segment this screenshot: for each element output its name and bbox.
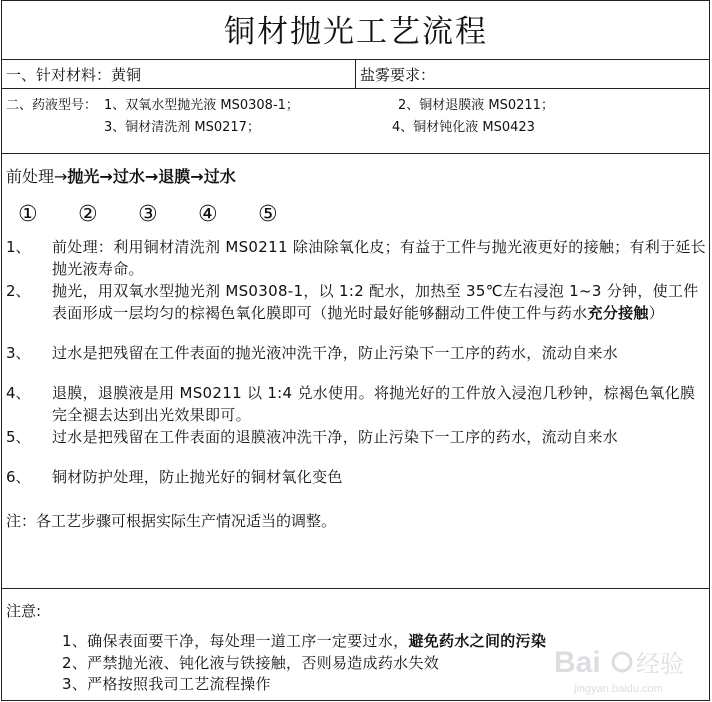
attention-label: 注意: [6, 602, 42, 620]
flow-step-2: 过水→ [112, 167, 159, 186]
step-text [52, 280, 706, 324]
rule-1-bold: 避免药水之间的污染 [408, 632, 547, 650]
step-number: 6、 [6, 468, 31, 486]
step-1 [6, 236, 706, 280]
step-4 [6, 382, 706, 426]
attention-rule-2: 2、严禁抛光液、钝化液与铁接触，否则易造成药水失效 [62, 654, 440, 672]
step-text: 过水是把残留在工件表面的退膜液冲洗干净，防止污染下一工序的药水，流动自来水 [52, 428, 619, 446]
step-number: 1、 [6, 238, 31, 256]
step-2 [6, 280, 706, 324]
step-5 [6, 426, 706, 448]
flow-step-4: 过水 [203, 167, 236, 186]
watermark-url: jingyan.baidu.com [574, 683, 663, 695]
step-text: 过水是把残留在工件表面的抛光液冲洗干净，防止污染下一工序的药水，流动自来水 [52, 344, 619, 362]
adjustment-note: 注：各工艺步骤可根据实际生产情况适当的调整。 [6, 512, 337, 530]
agent-4: 4、铜材钝化液 MS0423 [392, 120, 535, 135]
agent-2: 2、铜材退膜液 MS0211； [398, 98, 554, 113]
agent-3: 3、铜材清洗剂 MS0217； [104, 120, 260, 135]
circle-number-5: ⑤ [258, 202, 278, 227]
divider-agents [1, 153, 710, 154]
step-number: 2、 [6, 282, 31, 300]
watermark-brand-cn: 经验 [636, 650, 684, 678]
rule-1-text: 1、确保表面要干净，每处理一道工序一定要过水， [62, 632, 409, 650]
watermark-brand: Bai [554, 646, 601, 679]
circle-number-4: ④ [198, 202, 218, 227]
flow-step-3: 退膜→ [158, 167, 204, 186]
step-number: 4、 [6, 384, 31, 402]
attention-rule-1 [62, 630, 546, 651]
circle-number-1: ① [18, 202, 38, 227]
flow-prefix: 前处理→ [6, 167, 68, 186]
paw-icon [613, 653, 631, 671]
step-text-main: 抛光，用双氧水型抛光剂 MS0308-1，以 1:2 配水，加热至 35℃左右浸泡 1~3 分钟，使工件表面形成一层均匀的棕褐色氧化膜即可（抛光时最好能够翻动工件使工件与药水 [52, 282, 699, 322]
step-6 [6, 466, 706, 488]
baidu-watermark [550, 636, 700, 698]
step-text: 铜材防护处理，防止抛光好的铜材氧化变色 [52, 468, 343, 486]
agent-1: 1、双氧水型抛光液 MS0308-1； [104, 98, 299, 113]
step-text-tail: ） [648, 304, 665, 322]
divider-material [1, 88, 710, 89]
circle-number-2: ② [78, 202, 98, 227]
agents-label: 二、药液型号： [6, 98, 98, 113]
step-text: 前处理：利用铜材清洗剂 MS0211 除油除氧化皮；有益于工件与抛光液更好的接触；有利于延长抛光液寿命。 [52, 238, 706, 278]
divider-note [1, 588, 710, 589]
material-label: 一、针对材料：黄铜 [6, 66, 142, 84]
step-text-bold: 充分接触 [587, 304, 649, 322]
step-number: 5、 [6, 428, 31, 446]
attention-rule-3: 3、严格按照我司工艺流程操作 [62, 675, 271, 693]
process-flow [6, 164, 236, 187]
step-text: 退膜，退膜液是用 MS0211 以 1:4 兑水使用。将抛光好的工件放入浸泡几秒钟，棕褐色氧化膜完全褪去达到出光效果即可。 [52, 384, 696, 424]
document-title: 铜材抛光工艺流程 [224, 14, 488, 50]
salt-spray-label: 盐雾要求： [360, 66, 436, 84]
divider-vertical [355, 59, 356, 88]
circle-number-3: ③ [138, 202, 158, 227]
step-number: 3、 [6, 344, 31, 362]
step-3 [6, 342, 706, 364]
flow-step-1: 抛光→ [67, 167, 113, 186]
